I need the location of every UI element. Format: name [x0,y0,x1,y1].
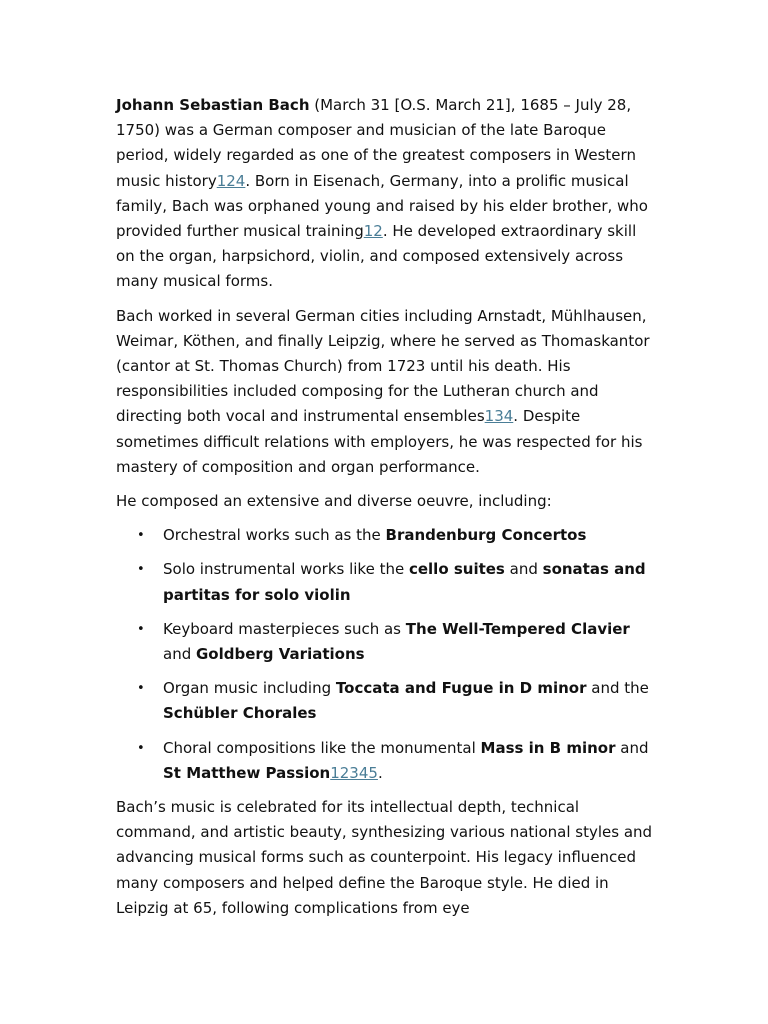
document-page [116,93,656,930]
intro-paragraph: Johann Sebastian Bach (March 31 [O.S. March 21], 1685 – July 28, 1750) was a German composer and musician of the late Baroque period, widely regarded as one of the greatest composers in Western music history124. Born in Eisenach, Germany, into a prolific musical family, Bach was orphaned young and raised by his elder brother, who provided further musical training12. He developed extraordinary skill on the organ, harpsichord, violin, and composed extensively across many musical forms. [116,96,648,291]
citation-link[interactable]: 124 [216,171,246,190]
list-item: • Organ music including Toccata and Fugue in D minor and the Schübler Chorales [116,676,656,726]
list-item: • Solo instrumental works like the cello suites and sonatas and partitas for solo violin [116,557,656,607]
list-item: • Choral compositions like the monumental Mass in B minor and St Matthew Passion12345. [116,736,656,786]
list-item: • Keyboard masterpieces such as The Well-Tempered Clavier and Goldberg Variations [116,617,656,667]
bullet-icon: • [137,681,145,697]
citation-link[interactable]: 134 [484,407,514,426]
list-item: • Orchestral works such as the Brandenburg Concertos [116,523,656,548]
career-paragraph: Bach worked in several German cities including Arnstadt, Mühlhausen, Weimar, Köthen, and finally Leipzig, where he served as Thomaskantor (cantor at St. Thomas Church) from 1723 until his death. His responsibilities included composing for the Lutheran church and directing both vocal and instrumental ensembles134. Despite sometimes difficult relations with employers, he was respected for his mastery of composition and organ performance. [116,306,650,476]
bullet-icon: • [137,621,145,637]
works-list [116,523,656,786]
bullet-icon: • [137,528,145,544]
citation-link[interactable]: 12345 [330,763,378,782]
bullet-icon: • [137,562,145,578]
subject-name: Johann Sebastian Bach [116,96,310,114]
legacy-paragraph: Bach’s music is celebrated for its intellectual depth, technical command, and artistic beauty, synthesizing various national styles and advancing musical forms such as counterpoint. His legacy influenced many composers and helped define the Baroque style. He died in Leipzig at 65, following complications from eye [116,798,653,917]
citation-link[interactable]: 12 [363,222,383,241]
bullet-icon: • [137,740,145,756]
works-intro: He composed an extensive and diverse oeuvre, including: [116,492,552,511]
